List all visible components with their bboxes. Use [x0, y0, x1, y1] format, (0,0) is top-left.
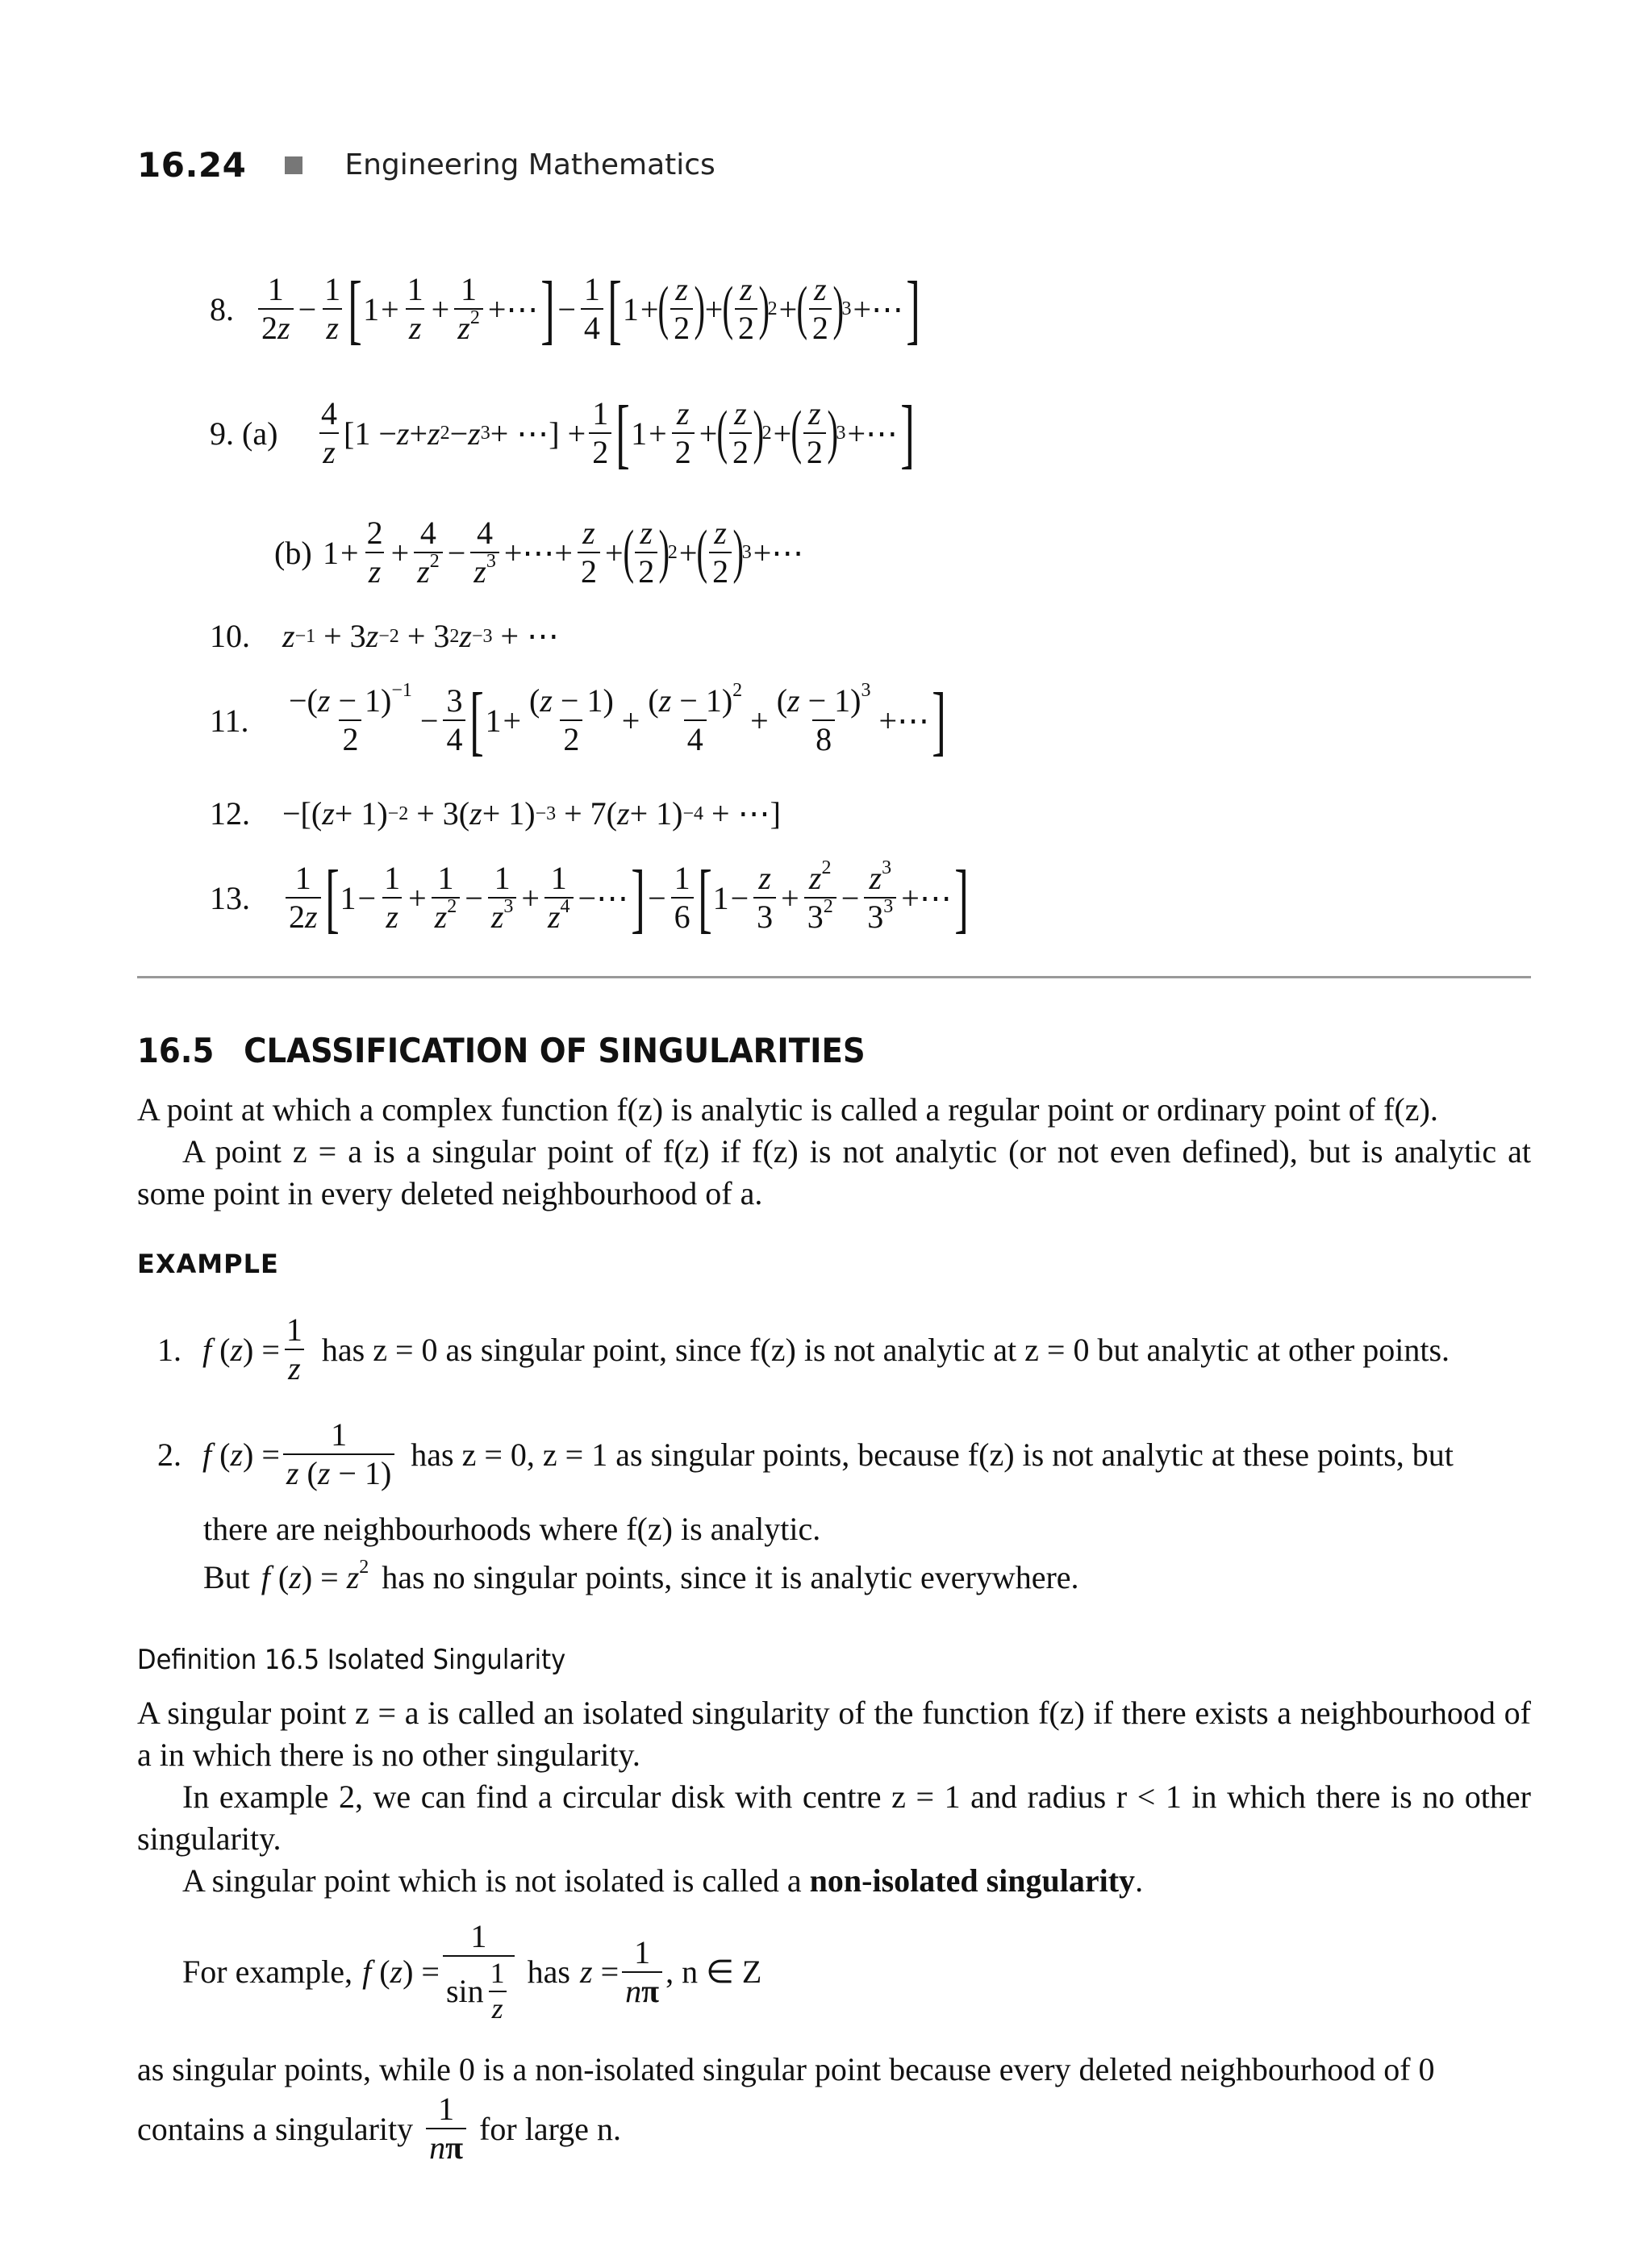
- for-example-prefix: For example,: [182, 1954, 353, 1991]
- answer-8-label: 8.: [210, 290, 234, 327]
- definition-paragraph-1: A singular point z = a is called an isolated singularity of the function f(z) if there exists a neighbourhood of a in which there is no other singularity.: [137, 1695, 1531, 1773]
- answer-12: 12. −[( z + 1) −2 + 3( z + 1) −3 + 7( z + 1) −4 + ⋯]: [210, 795, 781, 832]
- running-header: [137, 145, 715, 185]
- definition-p5-pre: contains a singularity: [137, 2110, 414, 2147]
- definition-heading: Definition 16.5 Isolated Singularity: [137, 1644, 566, 1676]
- example-2-continuation: there are neighbourhoods where f(z) is analytic.: [203, 1511, 821, 1547]
- example-but-prefix: But: [203, 1559, 250, 1595]
- answer-10-label: 10.: [210, 618, 250, 654]
- non-isolated-term: non-isolated singularity: [809, 1862, 1136, 1899]
- answer-9a-label: 9. (a): [210, 415, 278, 452]
- answer-9a: 9. (a) $\frac{4}{z}$ [1 − z + z 2 − z 3 + ⋯] + $\frac{1}{2}$ [ 1 + $\frac{z}{2}$ + ( $\frac{z}{2}$ ) 2 + ( $\frac{z}{2}$ ) 3 +⋯ ]: [210, 389, 915, 476]
- definition-paragraph-3: A singular point which is not isolated is called a non-isolated singularity.: [182, 1862, 1144, 1899]
- example-2-number: 2.: [157, 1436, 181, 1473]
- section-number: 16.5: [137, 1031, 215, 1070]
- example-1: 1. f ( z ) = $\frac{1}{z}$ has z = 0 as singular point, since f(z) is not analytic at z = 0 but analytic at other points.: [157, 1311, 1450, 1387]
- example-but: But f $(z) = z^2$ has no singular points, since it is analytic everywhere.: [203, 1556, 1079, 1595]
- section-paragraph-2: A point z = a is a singular point of f(z) if f(z) is not analytic (or not even defined), but is analytic at some point in every deleted neighbourhood of a.: [137, 1133, 1531, 1211]
- example-1-number: 1.: [157, 1331, 181, 1368]
- definition-paragraph-4: as singular points, while 0 is a non-isolated singular point because every deleted neighbourhood of 0: [137, 2051, 1435, 2087]
- for-example-has: has: [527, 1954, 570, 1991]
- page-number: 16.24: [137, 145, 247, 185]
- section-paragraph-1: A point at which a complex function f(z) is analytic is called a regular point or ordinary point of f(z).: [137, 1091, 1438, 1128]
- definition-paragraph-5: contains a singularity $\frac{1}{n\pi}$ for large n.: [137, 2091, 621, 2166]
- answer-11: 11. $\frac{-(z - 1)^{-1}}{2}$ − $\frac{3}{4}$ [ 1 + $\frac{(z - 1)}{2}$ + $\frac{(z - 1)^2}{4}$ + $\frac{(z - 1)^3}{8}$ +⋯ ]: [210, 676, 946, 763]
- header-square-icon: [285, 156, 302, 174]
- definition-paragraph-2: In example 2, we can find a circular disk with centre z = 1 and radius r < 1 in which there is no other singularity.: [137, 1779, 1531, 1857]
- definition-p5-post: for large n.: [479, 2110, 621, 2147]
- answer-13-label: 13.: [210, 879, 250, 916]
- example-2: 2. f ( z ) = $\frac{1}{z (z - 1)}$ has z = 0, z = 1 as singular points, because f(z) is not analytic at these points, but: [157, 1416, 1454, 1491]
- answer-9b: (b) 1 + $\frac{2}{z}$ + $\frac{4}{z^2}$ − $\frac{4}{z^3}$ +⋯+ $\frac{z}{2}$ + ( $\frac{z}{2}$ ) 2 + ( $\frac{z}{2}$ ) 3 +⋯: [274, 515, 804, 590]
- example-but-text: has no singular points, since it is analytic everywhere.: [382, 1559, 1079, 1595]
- answer-9b-label: (b): [274, 534, 312, 571]
- example-2-text: has z = 0, z = 1 as singular points, because f(z) is not analytic at these points, but: [411, 1436, 1454, 1473]
- for-example-set: , n ∈ Z: [665, 1954, 762, 1991]
- answer-10: 10. z −1 + 3 z −2 + 3 2 z −3 + ⋯: [210, 618, 560, 654]
- answer-11-label: 11.: [210, 702, 249, 739]
- section-heading: [137, 1031, 866, 1070]
- answer-12-label: 12.: [210, 795, 250, 832]
- definition-p3-pre: A singular point which is not isolated is called a: [182, 1862, 810, 1899]
- section-divider: [137, 976, 1531, 978]
- example-1-text: has z = 0 as singular point, since f(z) is not analytic at z = 0 but analytic at other points.: [321, 1331, 1450, 1368]
- example-heading: EXAMPLE: [137, 1249, 279, 1279]
- answer-8: 8. $\frac{1}{2z}$ − $\frac{1}{z}$ [ 1 + $\frac{1}{z}$ + $\frac{1}{z^2}$ +⋯ ] − $\frac{1}{4}$ [ 1 + ( $\frac{z}{2}$ ) + ( $\frac{z}{2}$ ) 2 + ( $\frac{z}{2}$ ) 3 +⋯ ]: [210, 265, 920, 352]
- section-title: CLASSIFICATION OF SINGULARITIES: [244, 1031, 866, 1070]
- book-title: Engineering Mathematics: [344, 148, 715, 181]
- for-example-line: For example, f (z) = 1 sin $\frac{1}{z}$ has z = $\frac{1}{n\pi}$ , n ∈ Z: [182, 1918, 762, 2025]
- answer-13: 13. $\frac{1}{2z}$ [ 1 − $\frac{1}{z}$ + $\frac{1}{z^2}$ − $\frac{1}{z^3}$ + $\frac{1}{z^4}$ −⋯ ] − $\frac{1}{6}$ [ 1 − $\frac{z}{3}$ + $\frac{z^2}{3^2}$ − $\frac{z^3}{3^3}$ +⋯ ]: [210, 853, 969, 940]
